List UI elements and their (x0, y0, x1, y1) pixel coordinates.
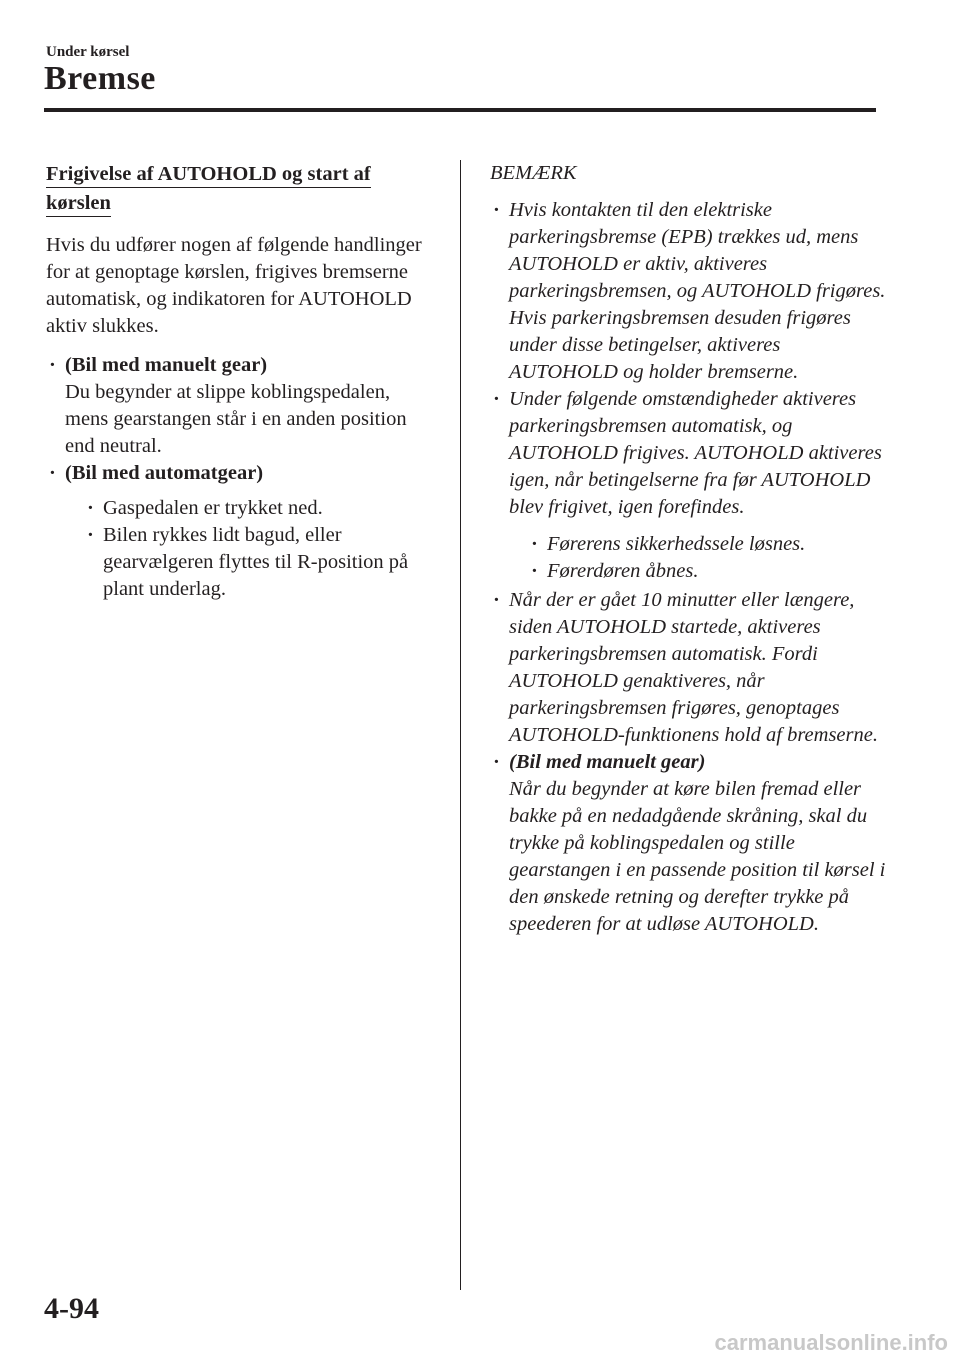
item-text: Du begynder at slippe koblingspedalen, mens gearstangen står i en anden position end neutral. (65, 381, 407, 457)
note-item-text: Når du begynder at køre bilen fremad eller bakke på en nedadgående skråning, skal du trykke på koblingspedalen og stille gearstangen i en passende position til kørsel i den ønskede retning og derefter trykke på speederen for at udløse AUTOHOLD. (509, 778, 886, 935)
note-sub-item: · Førerdøren åbnes. (528, 558, 890, 585)
section-heading-line2: kørslen (46, 192, 111, 217)
watermark: carmanualsonline.info (714, 1330, 948, 1355)
note-heading: BEMÆRK (490, 162, 577, 184)
header-divider (44, 108, 876, 112)
sub-list-item: · Gaspedalen er trykket ned. (84, 495, 438, 522)
note-item-text: Under følgende omstændigheder aktiveres parkeringsbremsen automatisk, og AUTOHOLD frigives. AUTOHOLD aktiveres igen, når betingelserne fra før AUTOHOLD blev frigivet, igen forefindes. (509, 388, 882, 518)
conditions-list (46, 352, 438, 603)
list-item (46, 460, 438, 603)
note-item-label: (Bil med manuelt gear) (509, 751, 706, 773)
left-column (46, 160, 438, 607)
note-sub-list (509, 531, 890, 585)
intro-paragraph: Hvis du udfører nogen af følgende handlinger for at genoptage kørslen, frigives bremserne automatisk, og indikatoren for AUTOHOLD aktiv slukkes. (46, 234, 422, 337)
list-item (46, 352, 438, 460)
section-heading-line1: Frigivelse af AUTOHOLD og start af (46, 163, 371, 188)
note-item (490, 386, 890, 585)
section-label: Under kørsel (46, 44, 130, 60)
page-title: Bremse (44, 60, 156, 97)
note-sub-item: · Førerens sikkerhedssele løsnes. (528, 531, 890, 558)
sub-list (65, 495, 438, 603)
section-heading (46, 160, 438, 218)
note-item (490, 749, 890, 938)
note-item: · Når der er gået 10 minutter eller længere, siden AUTOHOLD startede, aktiveres parkeringsbremsen automatisk. Fordi AUTOHOLD genaktiveres, når parkeringsbremsen frigøres, genoptages AUTOHOLD-funktionens hold af bremserne. (490, 587, 890, 749)
column-divider (460, 160, 461, 1290)
item-label: (Bil med automatgear) (65, 462, 264, 484)
page-number: 4-94 (44, 1292, 99, 1325)
note-column (490, 160, 890, 938)
note-list (490, 197, 890, 938)
note-item: · Hvis kontakten til den elektriske parkeringsbremse (EPB) trækkes ud, mens AUTOHOLD er aktiv, aktiveres parkeringsbremsen, og AUTOHOLD frigøres. Hvis parkeringsbremsen desuden frigøres under disse betingelser, aktiveres AUTOHOLD og holder bremserne. (490, 197, 890, 386)
sub-list-item: · Bilen rykkes lidt bagud, eller gearvælgeren flyttes til R-position på plant underlag. (84, 522, 438, 603)
item-label: (Bil med manuelt gear) (65, 354, 268, 376)
